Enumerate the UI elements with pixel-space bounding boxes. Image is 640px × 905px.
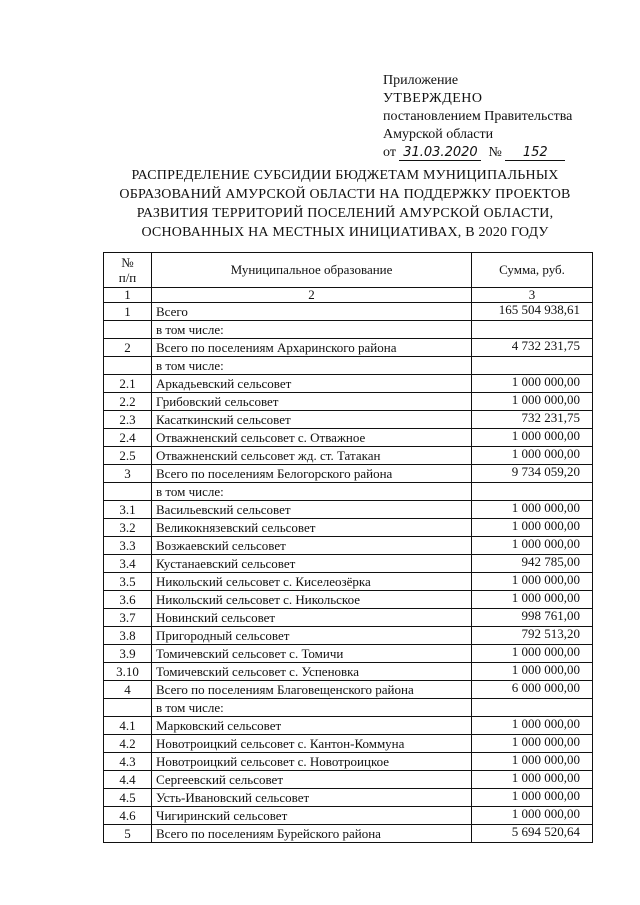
row-number: 3.5 xyxy=(104,573,152,591)
table-row xyxy=(104,339,593,357)
table-row xyxy=(104,609,593,627)
row-sum: 942 785,00 xyxy=(472,555,593,573)
row-name: Сергеевский сельсовет xyxy=(152,771,472,789)
index-cell-3: 3 xyxy=(472,288,593,303)
table-row xyxy=(104,771,593,789)
document-title xyxy=(90,166,600,242)
row-number: 4.3 xyxy=(104,753,152,771)
row-name: Грибовский сельсовет xyxy=(152,393,472,411)
row-sum: 1 000 000,00 xyxy=(472,537,593,555)
table-row xyxy=(104,321,593,339)
row-name: Новотроицкий сельсовет с. Новотроицкое xyxy=(152,753,472,771)
row-sum: 5 694 520,64 xyxy=(472,825,593,843)
row-number: 4.4 xyxy=(104,771,152,789)
row-name: Всего по поселениям Архаринского района xyxy=(152,339,472,357)
row-sum: 165 504 938,61 xyxy=(472,303,593,321)
row-name: Новинский сельсовет xyxy=(152,609,472,627)
row-sum: 1 000 000,00 xyxy=(472,573,593,591)
row-sum: 1 000 000,00 xyxy=(472,717,593,735)
row-name: Касаткинский сельсовет xyxy=(152,411,472,429)
row-sum: 1 000 000,00 xyxy=(472,591,593,609)
row-number xyxy=(104,321,152,339)
row-number: 2.5 xyxy=(104,447,152,465)
row-name: Отважненский сельсовет жд. ст. Татакан xyxy=(152,447,472,465)
table-row xyxy=(104,807,593,825)
title-line-2: ОБРАЗОВАНИЙ АМУРСКОЙ ОБЛАСТИ НА ПОДДЕРЖКУ ПРОЕКТОВ xyxy=(119,187,571,202)
header-num xyxy=(104,253,152,288)
row-number xyxy=(104,483,152,501)
table-row xyxy=(104,519,593,537)
row-sum xyxy=(472,321,593,339)
row-number: 4.6 xyxy=(104,807,152,825)
row-name: в том числе: xyxy=(152,699,472,717)
row-sum: 1 000 000,00 xyxy=(472,771,593,789)
row-sum: 1 000 000,00 xyxy=(472,429,593,447)
row-sum: 1 000 000,00 xyxy=(472,501,593,519)
subsidy-table xyxy=(103,252,593,843)
row-sum: 1 000 000,00 xyxy=(472,663,593,681)
header-num-line1: № xyxy=(121,255,134,270)
row-number: 3.2 xyxy=(104,519,152,537)
table-row xyxy=(104,537,593,555)
table-row xyxy=(104,483,593,501)
date-prefix: от xyxy=(383,145,396,160)
row-name: Марковский сельсовет xyxy=(152,717,472,735)
row-sum xyxy=(472,699,593,717)
row-number: 3.3 xyxy=(104,537,152,555)
row-sum: 1 000 000,00 xyxy=(472,393,593,411)
approval-line-resolution: постановлением Правительства xyxy=(383,109,573,124)
header-sum: Сумма, руб. xyxy=(472,253,593,288)
row-number: 3.1 xyxy=(104,501,152,519)
row-sum: 1 000 000,00 xyxy=(472,735,593,753)
row-sum: 792 513,20 xyxy=(472,627,593,645)
row-number xyxy=(104,357,152,375)
row-number: 3.6 xyxy=(104,591,152,609)
row-number: 2.1 xyxy=(104,375,152,393)
row-sum: 998 761,00 xyxy=(472,609,593,627)
row-sum: 1 000 000,00 xyxy=(472,789,593,807)
row-name: Пригородный сельсовет xyxy=(152,627,472,645)
row-sum: 1 000 000,00 xyxy=(472,807,593,825)
table-row xyxy=(104,627,593,645)
row-sum: 4 732 231,75 xyxy=(472,339,593,357)
row-number: 3.7 xyxy=(104,609,152,627)
row-sum: 1 000 000,00 xyxy=(472,375,593,393)
row-sum xyxy=(472,357,593,375)
row-number: 3.4 xyxy=(104,555,152,573)
row-name: Томичевский сельсовет с. Успеновка xyxy=(152,663,472,681)
row-name: Никольский сельсовет с. Киселеозёрка xyxy=(152,573,472,591)
row-number: 3.9 xyxy=(104,645,152,663)
row-name: Чигиринский сельсовет xyxy=(152,807,472,825)
row-name: Новотроицкий сельсовет с. Кантон-Коммуна xyxy=(152,735,472,753)
row-name: в том числе: xyxy=(152,483,472,501)
row-name: Кустанаевский сельсовет xyxy=(152,555,472,573)
row-name: Усть-Ивановский сельсовет xyxy=(152,789,472,807)
table-row xyxy=(104,465,593,483)
row-name: Всего xyxy=(152,303,472,321)
row-name: Возжаевский сельсовет xyxy=(152,537,472,555)
table-row xyxy=(104,303,593,321)
table-row xyxy=(104,735,593,753)
index-cell-2: 2 xyxy=(152,288,472,303)
table-header-row xyxy=(104,253,593,288)
table-row xyxy=(104,573,593,591)
handwritten-date: 31.03.2020 xyxy=(399,145,481,161)
row-name: Всего по поселениям Бурейского района xyxy=(152,825,472,843)
header-num-line2: п/п xyxy=(118,270,137,285)
row-number xyxy=(104,699,152,717)
table-row xyxy=(104,411,593,429)
table-row xyxy=(104,789,593,807)
row-sum: 9 734 059,20 xyxy=(472,465,593,483)
row-name: Аркадьевский сельсовет xyxy=(152,375,472,393)
row-name: в том числе: xyxy=(152,321,472,339)
row-number: 3 xyxy=(104,465,152,483)
table-row xyxy=(104,753,593,771)
column-index-row xyxy=(104,288,593,303)
row-number: 2.3 xyxy=(104,411,152,429)
row-name: Отважненский сельсовет с. Отважное xyxy=(152,429,472,447)
number-prefix: № xyxy=(488,145,502,160)
table-row xyxy=(104,375,593,393)
table-row xyxy=(104,447,593,465)
row-name: Великокнязевский сельсовет xyxy=(152,519,472,537)
approval-line-approved: УТВЕРЖДЕНО xyxy=(383,91,483,106)
row-name: в том числе: xyxy=(152,357,472,375)
row-sum: 1 000 000,00 xyxy=(472,753,593,771)
row-number: 1 xyxy=(104,303,152,321)
row-number: 3.8 xyxy=(104,627,152,645)
table-row xyxy=(104,681,593,699)
row-name: Всего по поселениям Белогорского района xyxy=(152,465,472,483)
table-row xyxy=(104,555,593,573)
table-row xyxy=(104,591,593,609)
row-name: Всего по поселениям Благовещенского района xyxy=(152,681,472,699)
row-name: Васильевский сельсовет xyxy=(152,501,472,519)
table-row xyxy=(104,393,593,411)
table-row xyxy=(104,501,593,519)
row-name: Никольский сельсовет с. Никольское xyxy=(152,591,472,609)
row-number: 2.4 xyxy=(104,429,152,447)
row-number: 4.2 xyxy=(104,735,152,753)
row-sum: 1 000 000,00 xyxy=(472,645,593,663)
table-row xyxy=(104,717,593,735)
index-cell-1: 1 xyxy=(104,288,152,303)
handwritten-number: 152 xyxy=(505,145,565,161)
row-number: 5 xyxy=(104,825,152,843)
row-number: 3.10 xyxy=(104,663,152,681)
row-number: 4.1 xyxy=(104,717,152,735)
row-sum: 6 000 000,00 xyxy=(472,681,593,699)
row-sum: 732 231,75 xyxy=(472,411,593,429)
row-number: 2.2 xyxy=(104,393,152,411)
approval-block xyxy=(383,72,572,162)
row-number: 4 xyxy=(104,681,152,699)
row-sum: 1 000 000,00 xyxy=(472,447,593,465)
title-line-3: РАЗВИТИЯ ТЕРРИТОРИЙ ПОСЕЛЕНИЙ АМУРСКОЙ ОБЛАСТИ, xyxy=(136,206,554,221)
table-row xyxy=(104,357,593,375)
row-number: 2 xyxy=(104,339,152,357)
title-line-1: РАСПРЕДЕЛЕНИЕ СУБСИДИИ БЮДЖЕТАМ МУНИЦИПАЛЬНЫХ xyxy=(131,168,559,183)
table-row xyxy=(104,699,593,717)
row-sum: 1 000 000,00 xyxy=(472,519,593,537)
table-row xyxy=(104,429,593,447)
approval-line-appendix: Приложение xyxy=(383,73,459,88)
title-line-4: ОСНОВАННЫХ НА МЕСТНЫХ ИНИЦИАТИВАХ, В 2020 ГОДУ xyxy=(141,225,549,240)
approval-date-line xyxy=(383,144,572,162)
table-row xyxy=(104,645,593,663)
row-number: 4.5 xyxy=(104,789,152,807)
header-name: Муниципальное образование xyxy=(152,253,472,288)
table-row xyxy=(104,825,593,843)
table-row xyxy=(104,663,593,681)
row-name: Томичевский сельсовет с. Томичи xyxy=(152,645,472,663)
row-sum xyxy=(472,483,593,501)
approval-line-region: Амурской области xyxy=(383,127,494,142)
